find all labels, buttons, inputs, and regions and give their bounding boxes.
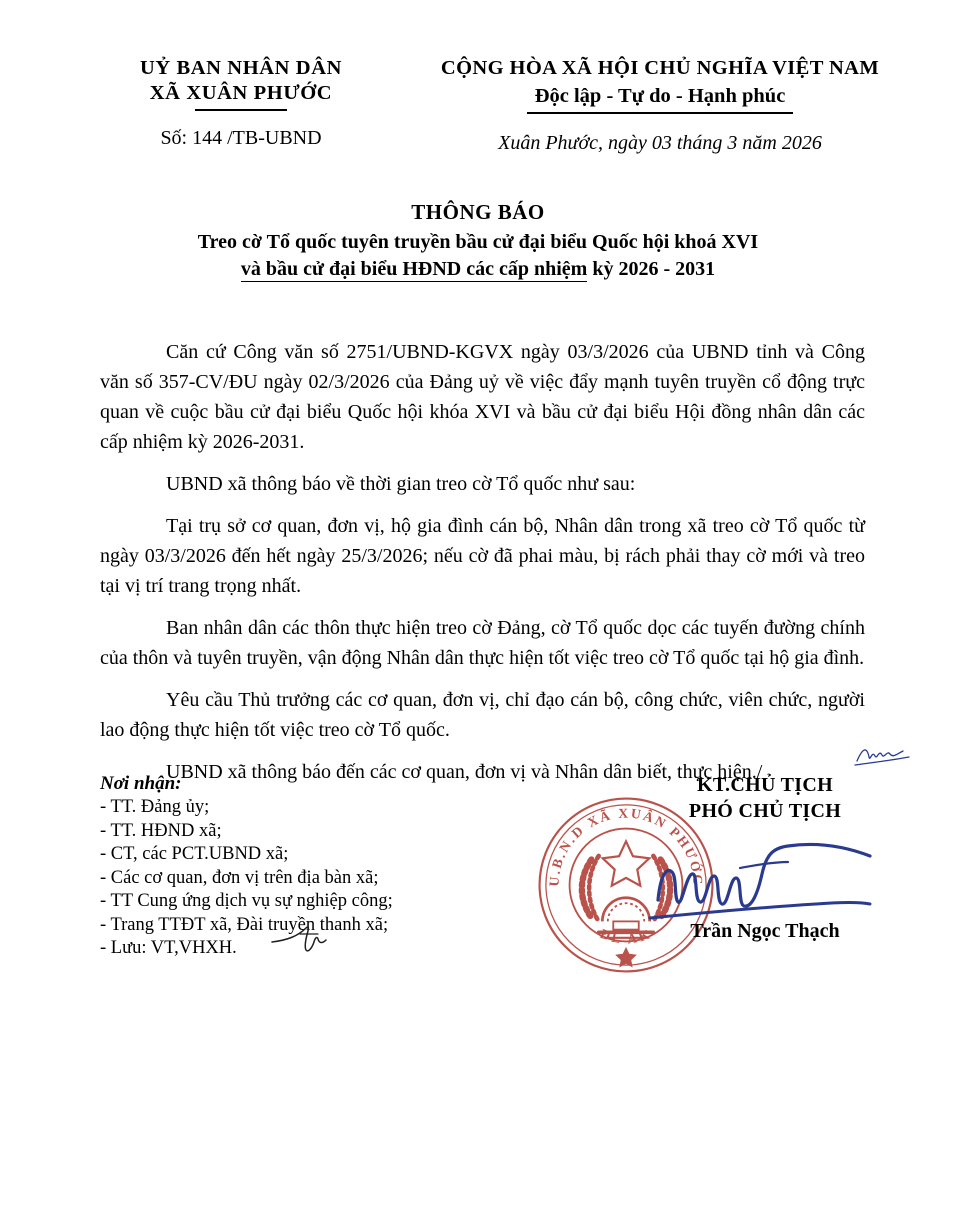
recipient-item: - Lưu: VT,VHXH. — [100, 938, 237, 958]
body-paragraph: UBND xã thông báo về thời gian treo cờ Tổ quốc như sau: — [166, 473, 636, 495]
body-paragraph: Căn cứ Công văn số 2751/UBND-KGVX ngày 03/3/2026 của UBND tỉnh và Công văn số 357-CV/ĐU ngày 02/3/2026 của Đảng uỷ về việc đẩy mạnh tuyên truyền cổ động trực quan về cuộc bầu cử đại biểu Quốc hội khóa XVI và bầu cử đại biểu Hội đồng nhân dân các cấp nhiệm kỳ 2026-2031. — [100, 341, 865, 453]
initial-mark-icon — [853, 741, 913, 769]
recipient-item: - TT Cung ứng dịch vụ sự nghiệp công; — [100, 891, 393, 911]
document-body — [100, 337, 865, 787]
recipients-block — [100, 772, 480, 961]
document-title-block — [0, 200, 956, 283]
subtitle-line-2-underlined: và bầu cử đại biểu HĐND các cấp nhiệm — [240, 258, 588, 280]
org-name-line1: UỶ BAN NHÂN DÂN — [139, 57, 343, 79]
body-paragraph: Ban nhân dân các thôn thực hiện treo cờ Đảng, cờ Tổ quốc dọc các tuyến đường chính của thôn và tuyên truyền, vận động Nhân dân thực hiện tốt việc treo cờ Tổ quốc tại hộ gia đình. — [100, 617, 865, 669]
recipient-item: - Trang TTĐT xã, Đài truyền thanh xã; — [100, 914, 389, 935]
subtitle-line-1: Treo cờ Tổ quốc tuyên truyền bầu cử đại biểu Quốc hội khoá XVI — [197, 231, 759, 253]
document-header — [0, 56, 956, 166]
national-motto: Độc lập - Tự do - Hạnh phúc — [534, 85, 786, 107]
place-and-date: Xuân Phước, ngày 03 tháng 3 năm 2026 — [498, 131, 822, 154]
motto-underline-rule — [527, 112, 793, 114]
signer-role-line1: KT.CHỦ TỊCH — [697, 774, 833, 796]
org-name-line2: XÃ XUÂN PHƯỚC — [149, 82, 333, 104]
recipient-item: - TT. Đảng ủy; — [100, 797, 210, 817]
recipient-item: - CT, các PCT.UBND xã; — [100, 844, 289, 864]
body-paragraph: Tại trụ sở cơ quan, đơn vị, hộ gia đình cán bộ, Nhân dân trong xã treo cờ Tổ quốc từ ngày 03/3/2026 đến hết ngày 25/3/2026; nếu cờ đã phai màu, bị rách phải thay cờ mới và treo tại vị trí trang trọng nhất. — [100, 515, 865, 597]
issuing-authority-block — [76, 56, 406, 150]
org-underline-rule — [195, 109, 287, 111]
document-subtitle — [0, 229, 956, 283]
subtitle-line-2 — [0, 256, 956, 283]
national-heading-block — [410, 56, 910, 155]
recipient-item: - Các cơ quan, đơn vị trên địa bàn xã; — [100, 867, 379, 888]
page-title: THÔNG BÁO — [411, 200, 545, 224]
subtitle-line-2-plain: kỳ 2026 - 2031 — [587, 258, 716, 280]
document-footer — [0, 772, 956, 992]
svg-text:ĐL ĂK: ĐL ĂK — [597, 925, 655, 947]
document-number: Số: 144 /TB-UBND — [160, 126, 322, 149]
body-paragraph: Yêu cầu Thủ trưởng các cơ quan, đơn vị, chỉ đạo cán bộ, công chức, viên chức, người lao động thực hiện tốt việc treo cờ Tổ quốc. — [100, 689, 865, 741]
signer-role-line2: PHÓ CHỦ TỊCH — [688, 800, 842, 822]
recipients-heading: Nơi nhận: — [100, 773, 182, 794]
signature-block — [546, 772, 930, 947]
recipient-item: - TT. HĐND xã; — [100, 820, 222, 841]
national-title: CỘNG HÒA XÃ HỘI CHỦ NGHĨA VIỆT NAM — [440, 57, 880, 79]
closing-text: UBND xã thông báo đến các cơ quan, đơn vị và Nhân dân biết, thực hiện./ — [166, 761, 763, 783]
svg-text:U.B.N.D XÃ XUÂN PHƯỚC: U.B.N.D XÃ XUÂN PHƯỚC — [546, 805, 706, 887]
signer-name: Trần Ngọc Thạch — [690, 920, 840, 942]
